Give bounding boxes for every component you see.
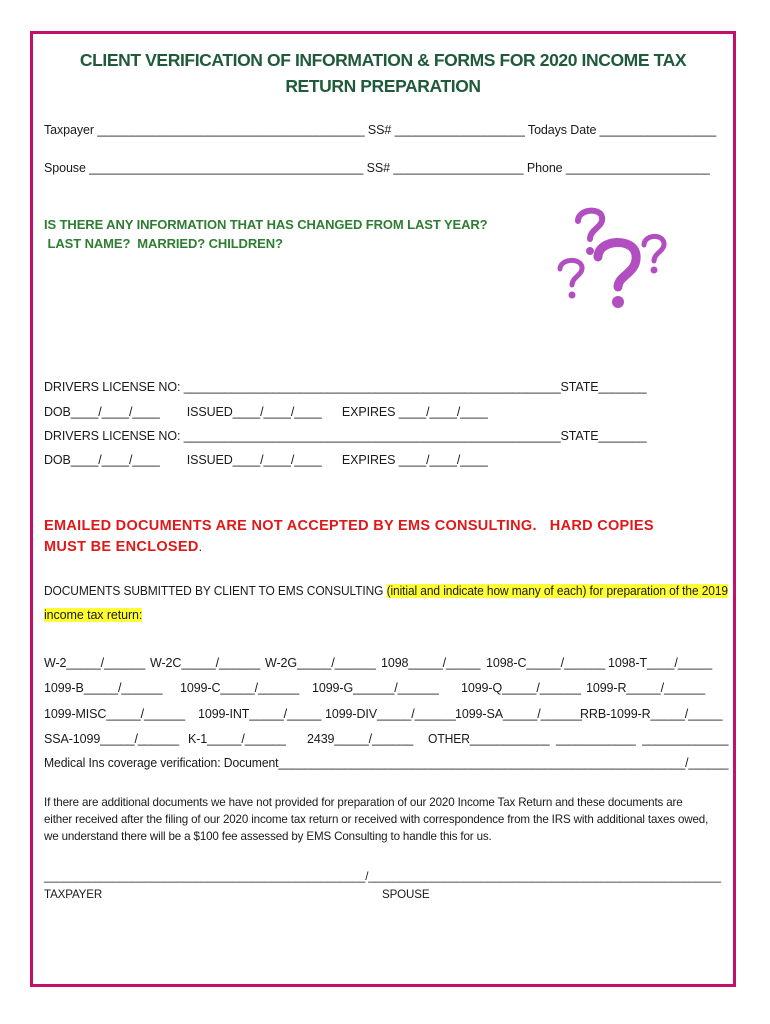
question-marks-icon <box>548 203 688 313</box>
documents-intro-line-2 <box>44 608 142 622</box>
email-notice-line-2-text: MUST BE ENCLOSED <box>44 539 199 555</box>
form-w2c-field[interactable]: W-2C_____/______ <box>150 656 261 670</box>
form-title-line-2: RETURN PREPARATION <box>285 76 481 96</box>
form-other-field[interactable]: OTHER____________ ____________ _____________ <box>428 732 729 746</box>
form-1098c-field[interactable]: 1098-C_____/______ <box>486 656 606 670</box>
form-w2g-field[interactable]: W-2G_____/______ <box>265 656 376 670</box>
license-1-dates-field[interactable]: DOB____/____/____ ISSUED____/____/____ EXPIRES ____/____/____ <box>44 405 488 419</box>
email-notice-period: . <box>198 540 203 554</box>
spouse-info-line[interactable]: Spouse ________________________________________ SS# ___________________ Phone _____________________ <box>44 161 710 175</box>
email-notice-line-2 <box>44 539 202 555</box>
documents-intro-highlight-1: (initial and indicate how many of each) for preparation of the 2019 <box>386 584 728 598</box>
form-ssa1099-field[interactable]: SSA-1099_____/______ <box>44 732 179 746</box>
form-1098t-field[interactable]: 1098-T____/_____ <box>608 656 713 670</box>
form-1099q-field[interactable]: 1099-Q_____/______ <box>461 681 581 695</box>
form-2439-field[interactable]: 2439_____/______ <box>307 732 414 746</box>
form-1099g-field[interactable]: 1099-G______/______ <box>312 681 439 695</box>
spouse-signature-label: SPOUSE <box>382 888 430 901</box>
fee-paragraph-line-1: If there are additional documents we have not provided for preparation of our 2020 Income Tax Return and these documents are <box>44 796 683 809</box>
form-1099b-field[interactable]: 1099-B_____/______ <box>44 681 163 695</box>
form-1099sa-field[interactable]: 1099-SA_____/______ <box>455 707 582 721</box>
changes-question-line-1: IS THERE ANY INFORMATION THAT HAS CHANGED FROM LAST YEAR? <box>44 217 488 232</box>
license-2-dates-field[interactable]: DOB____/____/____ ISSUED____/____/____ EXPIRES ____/____/____ <box>44 453 488 467</box>
form-1099r-field[interactable]: 1099-R_____/______ <box>586 681 706 695</box>
form-w2-field[interactable]: W-2_____/______ <box>44 656 146 670</box>
form-1098-field[interactable]: 1098_____/_____ <box>381 656 481 670</box>
signature-line[interactable]: ___________________________________________________/________________________________________________________ <box>44 870 721 883</box>
medical-insurance-verification-field[interactable]: Medical Ins coverage verification: Document_____________________________________________________________/______ <box>44 756 729 770</box>
documents-intro-highlight-2: income tax return: <box>44 608 143 622</box>
form-k1-field[interactable]: K-1_____/______ <box>188 732 286 746</box>
changes-question-line-2: LAST NAME? MARRIED? CHILDREN? <box>44 236 283 251</box>
drivers-license-1-field[interactable]: DRIVERS LICENSE NO: _______________________________________________________STATE_______ <box>44 380 647 394</box>
email-notice-line-1: EMAILED DOCUMENTS ARE NOT ACCEPTED BY EMS CONSULTING. HARD COPIES <box>44 518 654 534</box>
taxpayer-info-line[interactable]: Taxpayer _______________________________________ SS# ___________________ Todays Date _________________ <box>44 123 717 137</box>
form-title-line-1: CLIENT VERIFICATION OF INFORMATION & FORMS FOR 2020 INCOME TAX <box>79 50 687 70</box>
drivers-license-2-field[interactable]: DRIVERS LICENSE NO: _______________________________________________________STATE_______ <box>44 429 647 443</box>
form-1099c-field[interactable]: 1099-C_____/______ <box>180 681 300 695</box>
taxpayer-signature-label: TAXPAYER <box>44 888 103 901</box>
form-1099div-field[interactable]: 1099-DIV_____/______ <box>325 707 456 721</box>
form-1099int-field[interactable]: 1099-INT_____/_____ <box>198 707 322 721</box>
fee-paragraph-line-3: we understand there will be a $100 fee assessed by EMS Consulting to handle this for us. <box>44 830 492 843</box>
form-rrb1099r-field[interactable]: RRB-1099-R_____/_____ <box>580 707 723 721</box>
fee-paragraph-line-2: either received after the filing of our 2020 income tax return or received with correspondence from the IRS with additional taxes owed, <box>44 813 709 826</box>
documents-intro-line-1 <box>44 584 728 598</box>
documents-intro-prefix: DOCUMENTS SUBMITTED BY CLIENT TO EMS CONSULTING <box>44 584 387 598</box>
form-1099misc-field[interactable]: 1099-MISC_____/______ <box>44 707 186 721</box>
